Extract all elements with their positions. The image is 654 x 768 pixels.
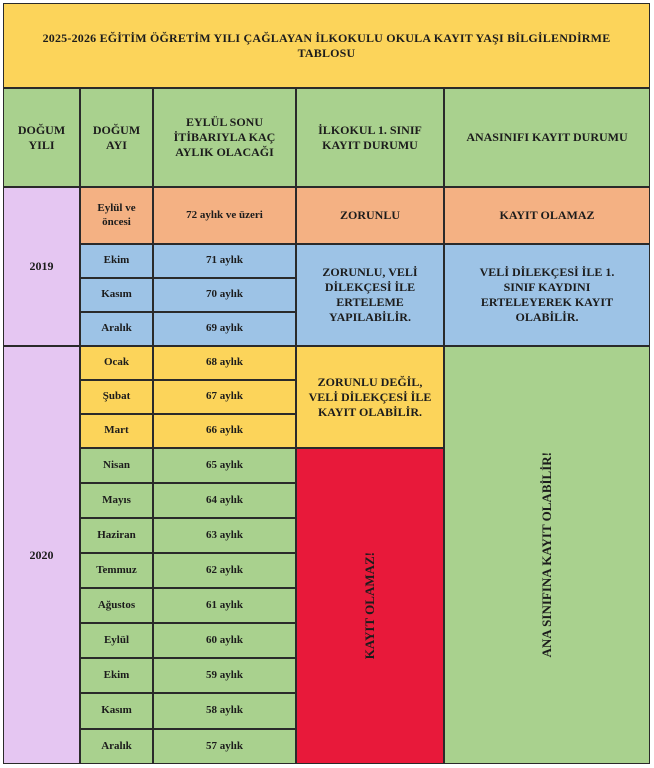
age-cell: 64 aylık xyxy=(153,483,296,518)
primary-status-cannot-enroll xyxy=(296,448,444,764)
primary-status-mandatory: ZORUNLU xyxy=(296,187,444,244)
year-cell-2019: 2019 xyxy=(3,187,80,346)
age-cell: 61 aylık xyxy=(153,588,296,623)
month-cell: Ocak xyxy=(80,346,153,380)
month-cell: Aralık xyxy=(80,312,153,346)
age-cell: 69 aylık xyxy=(153,312,296,346)
header-birth-year: DOĞUM YILI xyxy=(3,88,80,187)
header-primary-status: İLKOKUL 1. SINIF KAYIT DURUMU xyxy=(296,88,444,187)
month-cell: Eylül ve öncesi xyxy=(80,187,153,244)
month-cell: Nisan xyxy=(80,448,153,483)
header-birth-month: DOĞUM AYI xyxy=(80,88,153,187)
age-cell: 68 aylık xyxy=(153,346,296,380)
year-cell-2020: 2020 xyxy=(3,346,80,764)
month-cell: Ekim xyxy=(80,658,153,693)
month-cell: Şubat xyxy=(80,380,153,414)
month-cell: Mayıs xyxy=(80,483,153,518)
age-cell: 60 aylık xyxy=(153,623,296,658)
month-cell: Ağustos xyxy=(80,588,153,623)
age-cell: 66 aylık xyxy=(153,414,296,448)
age-cell: 65 aylık xyxy=(153,448,296,483)
primary-status-optional: ZORUNLU DEĞİL, VELİ DİLEKÇESİ İLE KAYIT OLABİLİR. xyxy=(296,346,444,448)
age-cell: 72 aylık ve üzeri xyxy=(153,187,296,244)
month-cell: Temmuz xyxy=(80,553,153,588)
primary-status-mandatory-deferrable: ZORUNLU, VELİ DİLEKÇESİ İLE ERTELEME YAPILABİLİR. xyxy=(296,244,444,346)
table-title: 2025-2026 EĞİTİM ÖĞRETİM YILI ÇAĞLAYAN İLKOKULU OKULA KAYIT YAŞI BİLGİLENDİRME TABLOSU xyxy=(3,3,650,88)
age-cell: 63 aylık xyxy=(153,518,296,553)
month-cell: Kasım xyxy=(80,693,153,729)
kindergarten-status-can-enroll-text: ANA SINIFINA KAYIT OLABİLİR! xyxy=(538,452,554,658)
kindergarten-status-can-enroll xyxy=(444,346,650,764)
month-cell: Mart xyxy=(80,414,153,448)
age-cell: 70 aylık xyxy=(153,278,296,312)
age-cell: 58 aylık xyxy=(153,693,296,729)
age-cell: 67 aylık xyxy=(153,380,296,414)
month-cell: Ekim xyxy=(80,244,153,278)
month-cell: Eylül xyxy=(80,623,153,658)
primary-status-cannot-enroll-text: KAYIT OLAMAZ! xyxy=(361,552,377,660)
month-cell: Kasım xyxy=(80,278,153,312)
kindergarten-status-cannot-enroll: KAYIT OLAMAZ xyxy=(444,187,650,244)
header-kindergarten-status: ANASINIFI KAYIT DURUMU xyxy=(444,88,650,187)
age-cell: 71 aylık xyxy=(153,244,296,278)
age-cell: 57 aylık xyxy=(153,729,296,764)
age-cell: 59 aylık xyxy=(153,658,296,693)
age-cell: 62 aylık xyxy=(153,553,296,588)
month-cell: Aralık xyxy=(80,729,153,764)
month-cell: Haziran xyxy=(80,518,153,553)
header-months-at-september: EYLÜL SONU İTİBARIYLA KAÇ AYLIK OLACAĞI xyxy=(153,88,296,187)
kindergarten-status-defer: VELİ DİLEKÇESİ İLE 1. SINIF KAYDINI ERTELEYEREK KAYIT OLABİLİR. xyxy=(444,244,650,346)
